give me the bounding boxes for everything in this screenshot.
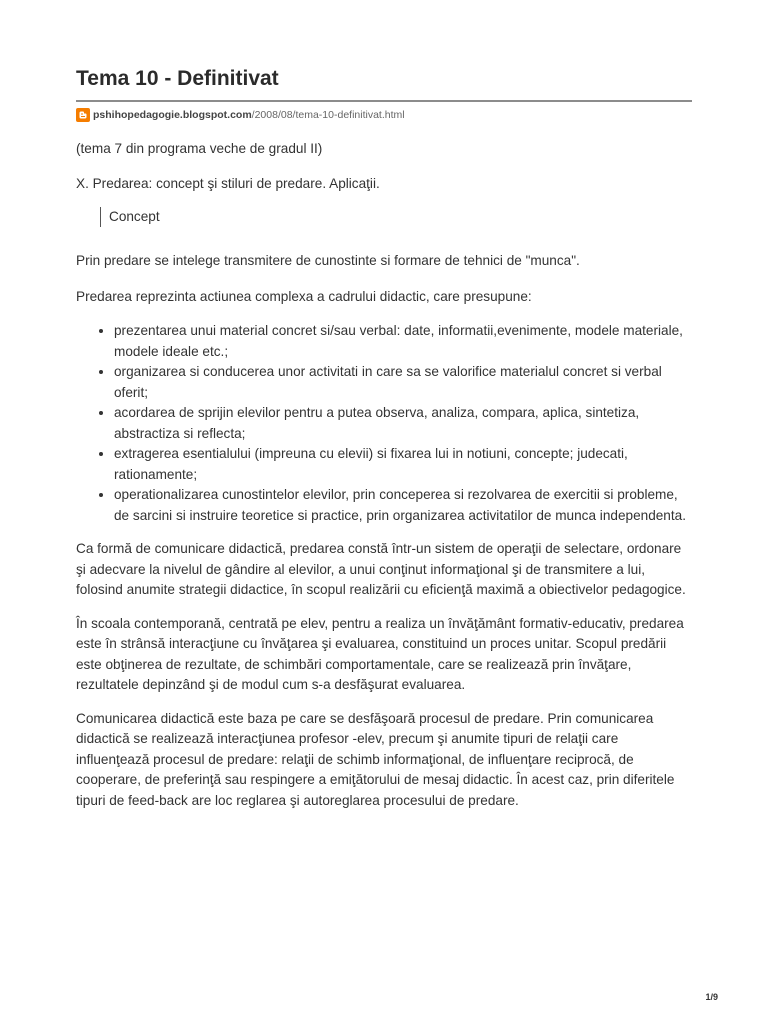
source-link[interactable] [76, 106, 692, 124]
paragraph-5: Comunicarea didactică este baza pe care se desfăşoară procesul de predare. Prin comunicarea didactică se realizează interacţiunea profesor -elev, precum şi anumite tipuri de relaţii care influenţează procesul de predare: relaţii de schimb informaţional, de influenţare reciprocă, de cooperare, de preferinţă sau respingere a emiţătorului de mesaj didactic. În acest caz, prin diferitele tipuri de feed-back are loc reglarea şi autoreglarea procesului de predare. [76, 710, 675, 808]
page-title: Tema 10 - Definitivat [76, 64, 692, 102]
list-item: • extragerea esentialului (impreuna cu elevii) si fixarea lui in notiuni, concepte; judecati, rationamente; [114, 444, 692, 485]
page-number: 1/9 [705, 992, 718, 1002]
list-item: • operationalizarea cunostintelor elevilor, prin conceperea si rezolvarea de exercitii si probleme, de sarcini si instruire teoretice si practice, prin organizarea activitatilor de munca independenta. [114, 485, 692, 526]
intro-line-2: X. Predarea: concept şi stiluri de predare. Aplicaţii. [76, 175, 380, 191]
intro-line-1: (tema 7 din programa veche de gradul II) [76, 141, 323, 156]
document-page [76, 64, 692, 811]
paragraph-4: În scoala contemporană, centrată pe elev, pentru a realiza un învăţământ formativ-educativ, predarea este în strânsă interacţiune cu învăţarea şi evaluarea, constituind un proces unitar. Scopul predării este obţinerea de rezultate, de schimbări comportamentale, care se realizează prin învăţare, rezultatele depinzând şi de modul cum s-a desfăşurat evaluarea. [76, 615, 684, 692]
section-quote: Concept [100, 207, 692, 227]
list-item: • organizarea si conducerea unor activitati in care sa se valorifice materialul concret si verbal oferit; [114, 362, 692, 403]
paragraph-1: Prin predare se intelege transmitere de cunostinte si formare de tehnici de "munca". [76, 253, 580, 268]
blogger-icon [76, 108, 90, 122]
bullet-list [76, 321, 692, 526]
source-path[interactable]: /2008/08/tema-10-definitivat.html [251, 109, 405, 121]
source-domain[interactable]: pshihopedagogie.blogspot.com [93, 109, 252, 121]
paragraph-3: Ca formă de comunicare didactică, predarea constă într-un sistem de operaţii de selectare, ordonare şi adecvare la nivelul de gândire al elevilor, a unui conţinut informaţional şi de transmitere a lui, folosind anumite strategii didactice, în scopul realizării cu eficienţă maximă a obiectivelor pedagogice. [76, 541, 686, 597]
paragraph-2: Predarea reprezinta actiunea complexa a cadrului didactic, care presupune: [76, 288, 532, 304]
list-item: • prezentarea unui material concret si/sau verbal: date, informatii,evenimente, modele materiale, modele ideale etc.; [114, 321, 692, 362]
list-item: • acordarea de sprijin elevilor pentru a putea observa, analiza, compara, aplica, sintetiza, abstractiza si reflecta; [114, 403, 692, 444]
